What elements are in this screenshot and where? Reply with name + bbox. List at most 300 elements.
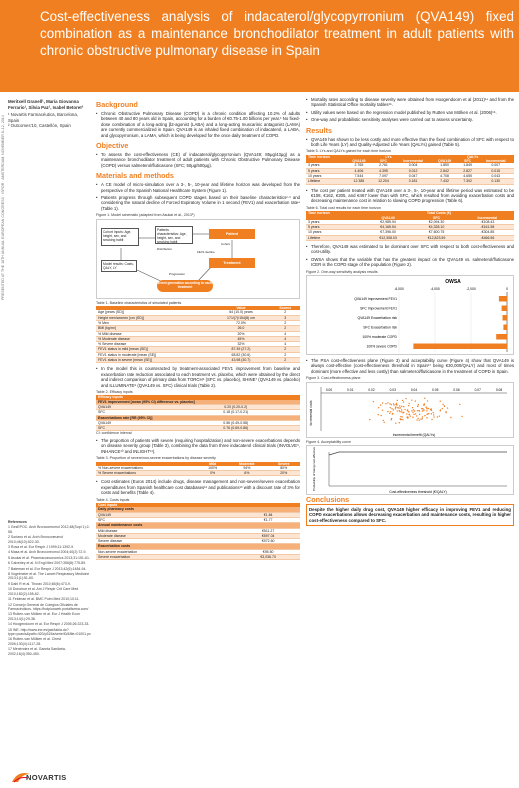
table-cell: Age [years (SD)] [96, 310, 211, 315]
ce-point [426, 417, 427, 418]
ce-point [397, 407, 398, 408]
table-cell: 0.130 [477, 179, 514, 184]
reference-item: 7 Bateman et al. Eur Respir J 2013;42(6):1484-94. [8, 566, 87, 571]
results-bullet-1: • QVA149 has shown to be less costly and more effective than the fixed combination of SFC with respect to both Life Years (LY) and Quality-Adjusted Life Years (QALYs) gained (Table 5). [306, 137, 514, 148]
table-cell: 80% [267, 466, 300, 471]
table-cell: 26.0 [211, 326, 270, 331]
ce-tick-label: 0.01 [347, 387, 354, 392]
table-1-caption: Table 1. Baseline characteristics of simulated patients [96, 300, 182, 305]
table-cell: SFC [96, 426, 171, 431]
ce-point [400, 416, 401, 417]
ce-point [397, 399, 398, 400]
ce-point [401, 405, 402, 406]
ce-point [417, 417, 418, 418]
ce-point [395, 406, 396, 407]
table-header-cell: SFC [412, 216, 460, 220]
ce-point [412, 407, 413, 408]
patients-characteristics-box: Patients characteristics: Age, height, sex, and smoking habit [155, 226, 193, 244]
ce-point [382, 409, 383, 410]
table-cell: 0.004 [395, 163, 431, 168]
ce-point [440, 400, 441, 401]
ce-point [393, 403, 394, 404]
results-heading: Results [306, 125, 332, 135]
table-cell: 20% [211, 331, 270, 336]
owsa-title: OWSA [445, 279, 461, 286]
table-cell: 2 [271, 347, 300, 352]
ce-point [407, 416, 408, 417]
table-row [96, 358, 300, 363]
ce-point [450, 416, 451, 417]
reference-item: 1 GesEPOC. Arch Bronconeumol 2012;48(Supl 1):2-58. [8, 525, 90, 534]
ce-tick-label: 0.06 [453, 387, 460, 392]
ce-x-label: Incremental benefit (QALYs) [392, 432, 436, 437]
ce-point [408, 411, 409, 412]
right-column [306, 97, 514, 526]
ce-point [409, 413, 410, 414]
authors-block [8, 99, 88, 129]
ce-point [403, 406, 404, 407]
table-cell: FEV1 status in severe [mean (SE)] [96, 358, 211, 363]
ce-point [399, 422, 400, 423]
ce-point [408, 405, 409, 406]
ce-point [408, 402, 409, 403]
table-header-cell: QVA149 [364, 216, 412, 220]
table-cell: 3 years [306, 220, 364, 225]
table-cell: €12,823.59 [412, 235, 460, 240]
table-section-cell: Exacerbation costs [96, 544, 300, 549]
ce-point [399, 410, 400, 411]
ce-point [395, 408, 396, 409]
table-cell: 3 years [306, 163, 346, 168]
ce-point [391, 404, 392, 405]
ce-point [422, 410, 423, 411]
table-cell: Lifetime [306, 179, 346, 184]
table-cell: 4.708 [431, 174, 457, 179]
methods-bullet-6: • Mortality rates according to disease severity were obtained from Hoogendoorn et al (2011)¹⁴ and from the Spanish Statistical Office mortality tables¹⁵. [306, 97, 514, 108]
ce-point [426, 413, 427, 414]
results-bullet-5: • The PSA cost-effectiveness plane (Figure 3) and acceptability curve (Figure 4) show that QVA149 is always cost-effective (cost-effectiveness threshold in Spain¹⁷ being €30,000/QALY) and most of times dominant (more effective and less costly) than salmeterol/fluticasone in the treatment of COPD in Spain. [306, 358, 514, 374]
owsa-bar [502, 306, 507, 312]
label-cohort: Cohort [221, 241, 231, 246]
table-cell: % Non-severe exacerbations [96, 466, 199, 471]
ce-point [413, 409, 414, 410]
novartis-logo-text: NOVARTIS [26, 773, 67, 782]
ce-point [380, 415, 381, 416]
ce-point [382, 402, 383, 403]
owsa-tick-label: -6,000 [394, 287, 404, 292]
ce-point [390, 407, 391, 408]
ce-tick-label: 0.05 [432, 387, 439, 392]
reference-item: 17 Menéndez et al. Gaceta Sanitaria, 2002;16(4):350-450. [8, 647, 66, 656]
table-header-cell: Value [211, 306, 270, 310]
table-cell: 2 [271, 310, 300, 315]
table-header-cell: Source [271, 306, 300, 310]
table-cell: 0.012 [395, 168, 431, 173]
table-cell: €2,094.30 [412, 220, 460, 225]
ce-point [433, 416, 434, 417]
table-cell: 4.406 [346, 168, 372, 173]
ce-point [387, 402, 388, 403]
ce-tick-label: 0.04 [410, 387, 418, 392]
ce-point [416, 419, 417, 420]
ce-point [397, 410, 398, 411]
table-cell: 2.827 [458, 168, 478, 173]
table-header-cell: QVA149 [431, 159, 457, 163]
table-cell: 3 [271, 315, 300, 320]
table-row [96, 554, 300, 559]
t5-top-horizon: Time horizon [306, 155, 346, 159]
reference-item: 6 Calverley et al. N Engl Med 2007;356(8):775-89. [8, 561, 87, 566]
acc-x-label: Cost-effectiveness threshold (€/QALY) [389, 490, 447, 495]
results-bullet-4: • OWSA shows that the variable that has the greatest impact on the QVA149 vs. salmeterol/fluticasone ICER is the COPD stage of the population (Figure 2). [306, 257, 514, 268]
ce-point [459, 403, 460, 404]
ce-point [420, 418, 421, 419]
ce-point [378, 414, 379, 415]
ce-point [442, 403, 443, 404]
methods-bullet-3: • In the model this is counteracted by treatment-associated FEV1 improvement from baseline and exacerbation rate reduction associated to each treatment vs. placebo, which were obtained by the direct and indirect comparison of primary data from TORCH⁶ (SFC vs. placebo), SHINE⁷ (QVA149 vs. placebo) and ILLUMINATE⁸ (QVA149 vs. SFC) clinical trials (Table 2). [96, 366, 300, 388]
owsa-category-label: SFC Exacerbation risk [363, 325, 397, 330]
ce-point [417, 410, 418, 411]
authors: Meritxell Granell¹, María Giovanna Ferrario¹, Silvia Paz¹, Isabel Betoret² [8, 99, 84, 110]
figure-3-ce-plane [306, 382, 514, 438]
table-5-lys-qalys [306, 155, 514, 185]
reference-item: 14 Hoogendoorn et al. Eur Respir J 2005;26:223-33. [8, 622, 90, 627]
label-fev1-decline: FEV1 decline [197, 249, 215, 254]
table-section-cell: FEV1 improvement [mean (95% CI) difference vs. placebo] [96, 400, 300, 405]
ce-point [399, 405, 400, 406]
figure-2-caption: Figure 2. One-way sensitivity analysis results [306, 269, 378, 274]
table-cell: 2.765 [346, 163, 372, 168]
ce-point [383, 419, 384, 420]
ce-point [419, 413, 420, 414]
ce-point [396, 404, 397, 405]
figure-1-caption: Figure 1. Model schematic (adapted from Asukai et al., 2013⁵) [96, 213, 195, 218]
reference-item: 9 Dahl R et al. Thorax 2010;65(6):473-9. [8, 581, 71, 586]
ce-plane-chart [307, 383, 515, 439]
ce-tick-label: 0.08 [495, 387, 503, 392]
objective-heading: Objective [96, 141, 129, 151]
owsa-tick-label: -4,000 [430, 287, 440, 292]
table-cell: FEV1 status in moderate [mean (SE)] [96, 352, 211, 357]
ce-point [378, 407, 379, 408]
table-6-costs [306, 211, 514, 241]
ce-point [426, 407, 427, 408]
middle-column [96, 97, 300, 560]
table-cell: Severe exacerbation [96, 554, 236, 559]
table-cell: Lifetime [306, 235, 364, 240]
ce-point [414, 410, 415, 411]
table-cell: 2 [271, 320, 300, 325]
table-header-cell: QVA149 [346, 159, 372, 163]
table-cell: Severe disease [96, 539, 236, 544]
t6-top-costs: Total Costs (€) [364, 211, 514, 215]
table-2-header: Efficacy inputs [96, 395, 300, 399]
ce-point [439, 410, 440, 411]
table-cell: 68.82 (30.6) [211, 352, 270, 357]
label-distribution: Distribution [157, 246, 173, 251]
event-generation-box: Event generation according to each treatment [157, 280, 213, 292]
methods-bullet-2: • Patients progress through subsequent COPD stages based on their baseline characteristics²·³ and considering the natural decline of Forced Expiratory Volume in 1 second (FEV1) and exacerbation rate⁴ (Table 1). [96, 195, 300, 211]
model-results-box: Model results: Costs, QALY, LY [101, 260, 137, 272]
owsa-bar [503, 325, 507, 331]
owsa-bar [503, 315, 508, 321]
ce-point [426, 410, 427, 411]
table-cell: €12,308.03 [364, 235, 412, 240]
table-cell: €4,165.54 [364, 225, 412, 230]
ce-point [392, 412, 393, 413]
table-cell: €4,328.10 [412, 225, 460, 230]
owsa-category-label: QVA149 Exacerbation risk [357, 316, 397, 321]
table-4-costs [96, 503, 300, 560]
owsa-bar [413, 344, 507, 350]
ce-point [380, 404, 381, 405]
ce-point [428, 413, 429, 414]
table-cell: 4 [271, 342, 300, 347]
owsa-tick-label: 0 [506, 287, 508, 292]
t5-top-qalys: QALYs [431, 155, 514, 159]
table-cell: 1.850 [431, 163, 457, 168]
ce-point [461, 415, 462, 416]
table-5-caption: Table 5. LYs and QALYs gained for each time horizon [306, 149, 391, 154]
table-6-caption: Table 6. Total cost results for each time horizon [306, 205, 381, 210]
table-cell: Non-severe exacerbation [96, 549, 236, 554]
reference-item: 15 INE. http://www.ine.es/jaxi/tabla.do?type=pcaxis&path=/t20/p319a/serie/l0/&file=01001.px [8, 627, 91, 636]
table-cell: BMI [kg/m²] [96, 326, 211, 331]
ce-point [442, 408, 443, 409]
ce-point [431, 413, 432, 414]
table-header-cell: Incremental [477, 159, 514, 163]
ce-point [401, 419, 402, 420]
ce-point [401, 416, 402, 417]
table-cell: 7.302 [458, 179, 478, 184]
ce-point [417, 405, 418, 406]
ce-point [411, 410, 412, 411]
table-section-cell: Annual maintenance costs [96, 523, 300, 528]
owsa-category-label: SFC Improvement FEV1 [360, 306, 397, 311]
table-cell: -€161.58 [461, 225, 514, 230]
table-header-cell: Incremental [395, 159, 431, 163]
table-section-cell: Daily pharmacy costs [96, 507, 300, 512]
ce-point [445, 412, 446, 413]
table-cell: 0.007 [477, 163, 514, 168]
table-cell: 1.849 [458, 163, 478, 168]
table-cell: 4.395 [372, 168, 395, 173]
table-cell: 2.761 [372, 163, 395, 168]
table-cell: 7.544 [346, 174, 372, 179]
ce-point [412, 411, 413, 412]
results-bullet-2: • The cost per patient treated with QVA149 over a 3-, 5-, 10-year and lifetime period was estimated to be €108, €162, €305, and €467 lower than with SFC, which resulted from avoiding exacerbation costs and decreasing maintenance cost in relation to slowing COPD progression (Table 6). [306, 188, 514, 204]
table-cell: 45% [211, 336, 270, 341]
ce-point [428, 408, 429, 409]
methods-bullet-4: • The proportion of patients with severe (requiring hospitalization) and non-severe exacerbations depends on disease severity group (Table 3), combining the data from three indacaterol clinical trials (INVOLVE⁹, INHANCE¹⁰ and INLIGHT¹¹). [96, 438, 300, 454]
table-cell: 2 [271, 358, 300, 363]
ce-point [398, 407, 399, 408]
background-heading: Background [96, 100, 138, 109]
table-3-exacerbations [96, 462, 300, 477]
figure-4-acceptability [306, 445, 514, 495]
table-cell: 12.204 [372, 179, 395, 184]
figure-4-caption: Figure 4. Acceptability curve [306, 439, 351, 444]
table-cell: -€304.85 [461, 230, 514, 235]
ce-point [423, 404, 424, 405]
cohort-inputs-box: Cohort Inputs: Age, height, sex, and smoking habit [101, 228, 139, 246]
ce-point [391, 418, 392, 419]
figure-3-caption: Figure 3. Cost-effectiveness plane [306, 376, 361, 381]
table-cell: €1.84 [236, 512, 300, 517]
conclusions-heading: Conclusions [306, 495, 350, 505]
ce-point [402, 412, 403, 413]
table-cell: €2,985.94 [364, 220, 412, 225]
acceptability-chart [307, 446, 515, 496]
table-cell: €1.77 [236, 517, 300, 522]
table-cell: 0.18 (0.17-0.21) [171, 410, 300, 415]
owsa-chart [307, 276, 515, 356]
table-cell: QVA149 [96, 404, 171, 409]
ce-point [437, 416, 438, 417]
table-cell: 2 [271, 326, 300, 331]
table-cell: 64 (10.0) years [211, 310, 270, 315]
table-cell: 0.043 [477, 174, 514, 179]
reference-item: 12 Consejo General de Colegios Oficiales de Farmacéuticos. https://botplusweb.portalfarma.com/ [8, 602, 89, 611]
table-cell: 7.432 [431, 179, 457, 184]
ce-point [412, 416, 413, 417]
ce-point [431, 418, 432, 419]
table-header-cell: SFC [372, 159, 395, 163]
patient-box: Patient [209, 229, 255, 239]
table-2-efficacy [96, 395, 300, 431]
table-cell: 5 years [306, 225, 364, 230]
table-cell: €597.04 [236, 533, 300, 538]
ce-point [433, 412, 434, 413]
ce-point [424, 415, 425, 416]
methods-bullet-8: • One-way and probabilistic sensitivity analyses were carried out to assess uncertainty. [306, 117, 514, 122]
ce-point [401, 411, 402, 412]
table-cell: 0.76 (0.69-0.86) [171, 426, 300, 431]
table-row [306, 235, 514, 240]
table-2-note: CI: confidence interval [96, 431, 132, 436]
table-cell: 12.385 [346, 179, 372, 184]
ce-point [373, 401, 374, 402]
ce-point [405, 398, 406, 399]
ce-point [447, 407, 448, 408]
poster-title: Cost-effectiveness analysis of indacaterol/glycopyrronium (QVA149) fixed combination as a maintenance bronchodilator treatment in adult patients with chronic obstructive pulmonary disease in Spain [40, 9, 514, 58]
table-cell: €3,036.70 [236, 554, 300, 559]
table-cell: 0.181 [395, 179, 431, 184]
table-cell: 2 [271, 352, 300, 357]
ce-point [403, 401, 404, 402]
table-3-caption: Table 3. Proportion of severe/non-severe exacerbations by disease severity [96, 456, 216, 461]
ce-point [418, 404, 419, 405]
owsa-category-label: QVA149 Improvement FEV1 [354, 297, 397, 302]
table-cell: 32% [211, 342, 270, 347]
reference-item: 5 Asukai et al. Pharmacoeconomics 2013;31:151-61. [8, 555, 90, 560]
table-cell: % Moderate disease [96, 336, 211, 341]
reference-item: 16 Rutten-van Mölken et al. Chest 2006;130(4):1117-28. [8, 637, 61, 646]
table-cell: 20% [267, 471, 300, 476]
affiliation-2: ² Outcomes'10, Castellón, Spain [8, 123, 71, 129]
affiliation-1: ¹ Novartis Farmacéutica, Barcelona, Spain [8, 112, 79, 123]
ce-point [439, 415, 440, 416]
ce-point [407, 409, 408, 410]
ce-point [433, 414, 434, 415]
owsa-bar [496, 334, 507, 340]
owsa-category-label: 100% severe COPD [366, 344, 397, 349]
table-cell: €7,600.75 [412, 230, 460, 235]
table-cell: -€108.43 [461, 220, 514, 225]
methods-bullet-1: • A CE model of micro-simulation over a 3-, 5-, 10-year and lifetime horizon was developed from the perspective of the Spanish National Healthcare System (Figure 1). [96, 182, 300, 193]
table-cell: % Severe exacerbations [96, 471, 199, 476]
table-cell: QVA149 [96, 420, 171, 425]
ce-point [369, 419, 370, 420]
ce-point [413, 413, 414, 414]
vertical-side-text: PRESENTED AT THE 18TH ANNUAL EUROPEAN CONGRESS · ISPOR · AMSTERDAM, NOVEMBER 8–12, 2014 [1, 115, 5, 300]
methods-bullet-7: • Utility values were based on the regression model published by Rutten van Mölken et al. (2006)¹⁶. [306, 110, 514, 115]
treatment-box: Treatment [209, 258, 255, 268]
table-cell: 94% [226, 466, 267, 471]
acc-curve [329, 452, 507, 455]
ce-tick-label: 0.02 [368, 387, 375, 392]
ce-tick-label: 0.00 [325, 387, 333, 392]
table-row [96, 471, 300, 476]
ce-y-label: Incremental costs [309, 400, 313, 426]
ce-point [396, 402, 397, 403]
table-cell: 5 years [306, 168, 346, 173]
ce-point [391, 419, 392, 420]
ce-point [401, 409, 402, 410]
table-cell: SFC [96, 517, 236, 522]
results-bullet-3: • Therefore, QVA149 was estimated to be dominant over SFC with respect to both cost-effectiveness and cost-utility. [306, 244, 514, 255]
table-cell: 100% [199, 466, 226, 471]
table-cell: 10 years [306, 174, 346, 179]
ce-point [391, 408, 392, 409]
table-cell: €7,396.00 [364, 230, 412, 235]
table-cell: 4 [271, 331, 300, 336]
reference-item: 3 Rosa et al. Eur Respir J 1999;11:1392-9. [8, 545, 75, 550]
table-cell: 0.015 [477, 168, 514, 173]
ce-point [390, 411, 391, 412]
table-1-baseline [96, 306, 300, 363]
table-cell: QVA149 [96, 512, 236, 517]
table-cell: % Mild disease [96, 331, 211, 336]
ce-point [393, 409, 394, 410]
ce-point [404, 409, 405, 410]
table-section-cell: Exacerbations rate [RR (95% CI)] [96, 415, 300, 420]
methods-heading: Materials and methods [96, 171, 174, 181]
ce-point [389, 403, 390, 404]
reference-item: 4 Masa et al. Arch Bronconeumol 2004;40(2):72-9. [8, 550, 87, 555]
table-row [96, 426, 300, 431]
header-banner [0, 0, 519, 92]
ce-tick-label: 0.03 [389, 387, 396, 392]
reference-item: 10 Donohue et al. Am J Respir Crit Care Med 2010;182(2):155-62. [8, 587, 79, 596]
table-cell: 6% [226, 471, 267, 476]
table-row [306, 179, 514, 184]
table-cell: -€466.56 [461, 235, 514, 240]
ce-point [430, 409, 431, 410]
table-cell: €511.27 [236, 528, 300, 533]
ce-point [419, 410, 420, 411]
conclusions-text: Despite the higher daily drug cost, QVA149 higher efficacy in improving FEV1 and reducing COPD exacerbations allows decreasing exacerbation and maintenance costs, resulting in higher cost-effectiveness compared to SFC. [306, 504, 514, 527]
table-cell: Moderate disease [96, 533, 236, 538]
ce-point [419, 419, 420, 420]
table-cell: Mild disease [96, 528, 236, 533]
owsa-bar [499, 296, 507, 302]
table-cell: 72.0% [211, 320, 270, 325]
owsa-tick-label: -2,000 [466, 287, 476, 292]
table-cell: 87.39 (27.2) [211, 347, 270, 352]
figure-1-schematic [96, 219, 300, 299]
ce-point [410, 415, 411, 416]
